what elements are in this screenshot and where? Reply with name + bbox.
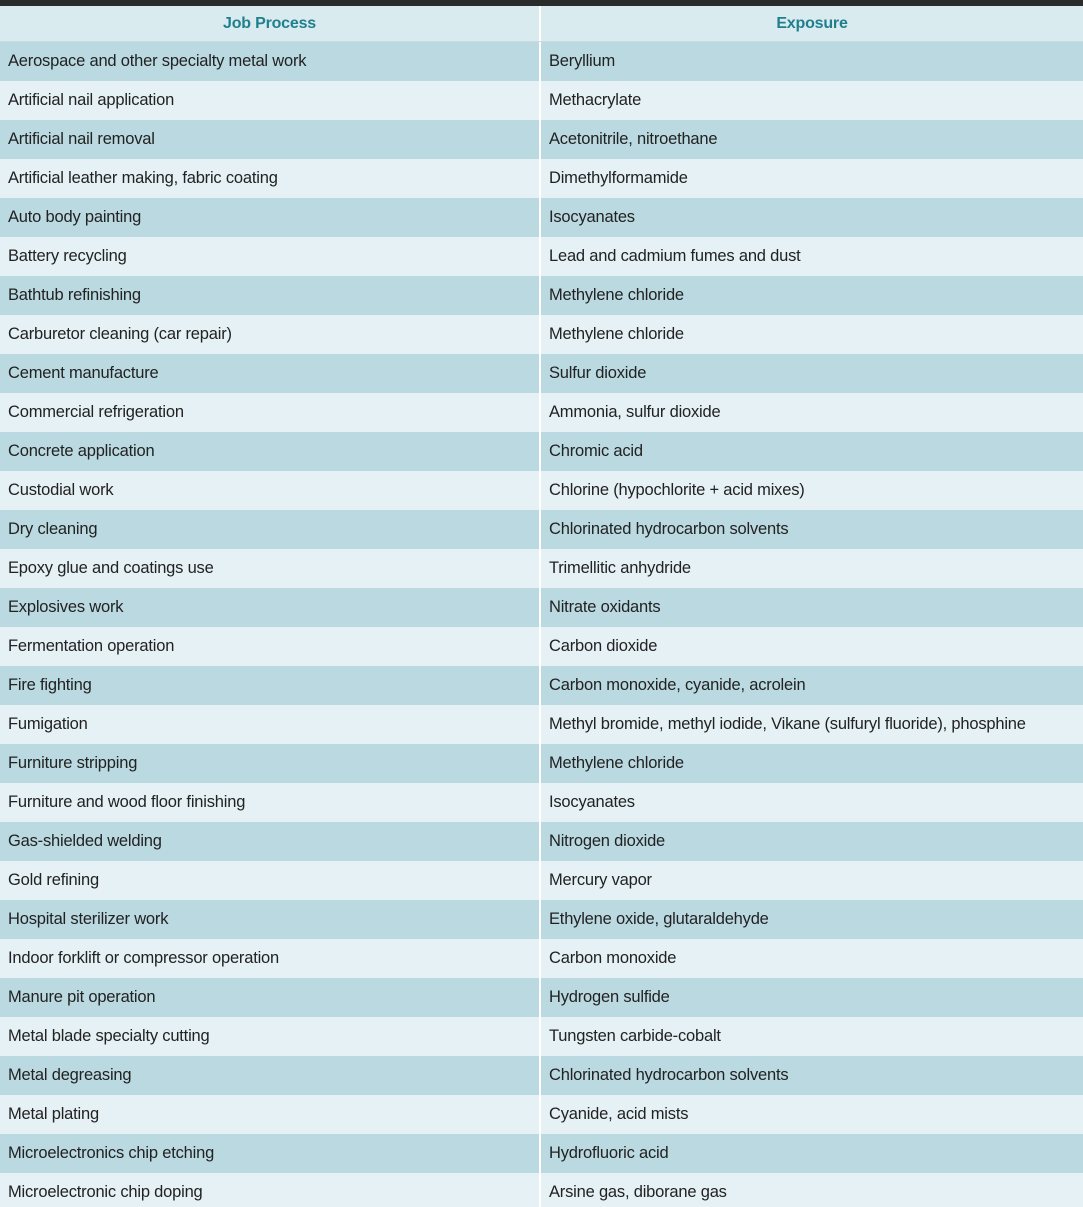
table-row [0, 783, 1083, 822]
exposure-cell: Ammonia, sulfur dioxide [549, 403, 721, 421]
table-row [0, 276, 1083, 315]
table-row [0, 510, 1083, 549]
table-row [0, 822, 1083, 861]
exposure-cell: Carbon dioxide [549, 637, 658, 655]
job-process-cell: Hospital sterilizer work [0, 900, 541, 939]
table-row [0, 978, 1083, 1017]
job-process-cell: Artificial nail removal [0, 120, 541, 159]
table-row [0, 939, 1083, 978]
job-process-cell: Carburetor cleaning (car repair) [0, 315, 541, 354]
exposure-table [0, 6, 1083, 1207]
job-process-cell: Microelectronic chip doping [0, 1173, 541, 1207]
table-row [0, 354, 1083, 393]
job-process-cell: Concrete application [0, 432, 541, 471]
exposure-cell: Mercury vapor [549, 871, 652, 889]
exposure-cell: Methylene chloride [549, 286, 684, 304]
job-process-cell: Gas-shielded welding [0, 822, 541, 861]
job-process-cell: Explosives work [0, 588, 541, 627]
job-process-cell: Fire fighting [0, 666, 541, 705]
table-row [0, 42, 1083, 81]
table-row [0, 1173, 1083, 1207]
job-process-cell: Metal degreasing [0, 1056, 541, 1095]
job-process-cell: Artificial nail application [0, 81, 541, 120]
table-row [0, 900, 1083, 939]
job-process-cell: Epoxy glue and coatings use [0, 549, 541, 588]
exposure-cell: Chlorinated hydrocarbon solvents [549, 1066, 789, 1084]
table-row [0, 198, 1083, 237]
table-row [0, 705, 1083, 744]
table-row [0, 666, 1083, 705]
table-row [0, 81, 1083, 120]
table-row [0, 393, 1083, 432]
exposure-cell: Methacrylate [549, 91, 642, 109]
exposure-cell: Chromic acid [549, 442, 643, 460]
exposure-cell: Isocyanates [549, 208, 635, 226]
table-row [0, 432, 1083, 471]
table-row [0, 549, 1083, 588]
exposure-cell: Methylene chloride [549, 325, 684, 343]
exposure-cell: Acetonitrile, nitroethane [549, 130, 718, 148]
exposure-cell: Beryllium [549, 52, 616, 70]
table-row [0, 159, 1083, 198]
table-row [0, 627, 1083, 666]
exposure-cell: Carbon monoxide, cyanide, acrolein [549, 676, 806, 694]
exposure-cell: Sulfur dioxide [549, 364, 647, 382]
job-process-cell: Manure pit operation [0, 978, 541, 1017]
table-row [0, 315, 1083, 354]
exposure-cell: Trimellitic anhydride [549, 559, 691, 577]
job-process-cell: Furniture and wood floor finishing [0, 783, 541, 822]
job-process-cell: Auto body painting [0, 198, 541, 237]
job-process-cell: Gold refining [0, 861, 541, 900]
job-process-cell: Microelectronics chip etching [0, 1134, 541, 1173]
table-row [0, 237, 1083, 276]
exposure-cell: Carbon monoxide [549, 949, 677, 967]
job-process-cell: Cement manufacture [0, 354, 541, 393]
job-process-cell: Furniture stripping [0, 744, 541, 783]
exposure-cell: Chlorine (hypochlorite + acid mixes) [549, 481, 805, 499]
table-row [0, 1134, 1083, 1173]
job-process-cell: Custodial work [0, 471, 541, 510]
exposure-cell: Ethylene oxide, glutaraldehyde [549, 910, 769, 928]
job-process-cell: Metal plating [0, 1095, 541, 1134]
job-process-cell: Dry cleaning [0, 510, 541, 549]
job-process-cell: Indoor forklift or compressor operation [0, 939, 541, 978]
table-header [0, 6, 1083, 42]
exposure-cell: Methylene chloride [549, 754, 684, 772]
job-process-cell: Commercial refrigeration [0, 393, 541, 432]
job-process-cell: Fermentation operation [0, 627, 541, 666]
header-exposure: Exposure [776, 14, 848, 32]
exposure-cell: Lead and cadmium fumes and dust [549, 247, 801, 265]
job-process-cell: Metal blade specialty cutting [0, 1017, 541, 1056]
header-job-process: Job Process [0, 6, 541, 41]
table-row [0, 588, 1083, 627]
job-process-cell: Aerospace and other specialty metal work [0, 42, 541, 81]
exposure-cell: Nitrogen dioxide [549, 832, 666, 850]
table-row [0, 1095, 1083, 1134]
job-process-cell: Battery recycling [0, 237, 541, 276]
table-body [0, 42, 1083, 1207]
job-process-cell: Fumigation [0, 705, 541, 744]
exposure-cell: Arsine gas, diborane gas [549, 1183, 727, 1201]
exposure-cell: Chlorinated hydrocarbon solvents [549, 520, 789, 538]
exposure-cell: Tungsten carbide-cobalt [549, 1027, 721, 1045]
table-row [0, 471, 1083, 510]
exposure-cell: Hydrofluoric acid [549, 1144, 669, 1162]
table-row [0, 1056, 1083, 1095]
exposure-cell: Isocyanates [549, 793, 635, 811]
table-row [0, 861, 1083, 900]
exposure-cell: Cyanide, acid mists [549, 1105, 689, 1123]
table-row [0, 120, 1083, 159]
job-process-cell: Artificial leather making, fabric coating [0, 159, 541, 198]
exposure-cell: Nitrate oxidants [549, 598, 661, 616]
table-row [0, 744, 1083, 783]
table-row [0, 1017, 1083, 1056]
job-process-cell: Bathtub refinishing [0, 276, 541, 315]
exposure-cell: Hydrogen sulfide [549, 988, 670, 1006]
exposure-cell: Dimethylformamide [549, 169, 688, 187]
exposure-cell: Methyl bromide, methyl iodide, Vikane (sulfuryl fluoride), phosphine [549, 715, 1026, 733]
